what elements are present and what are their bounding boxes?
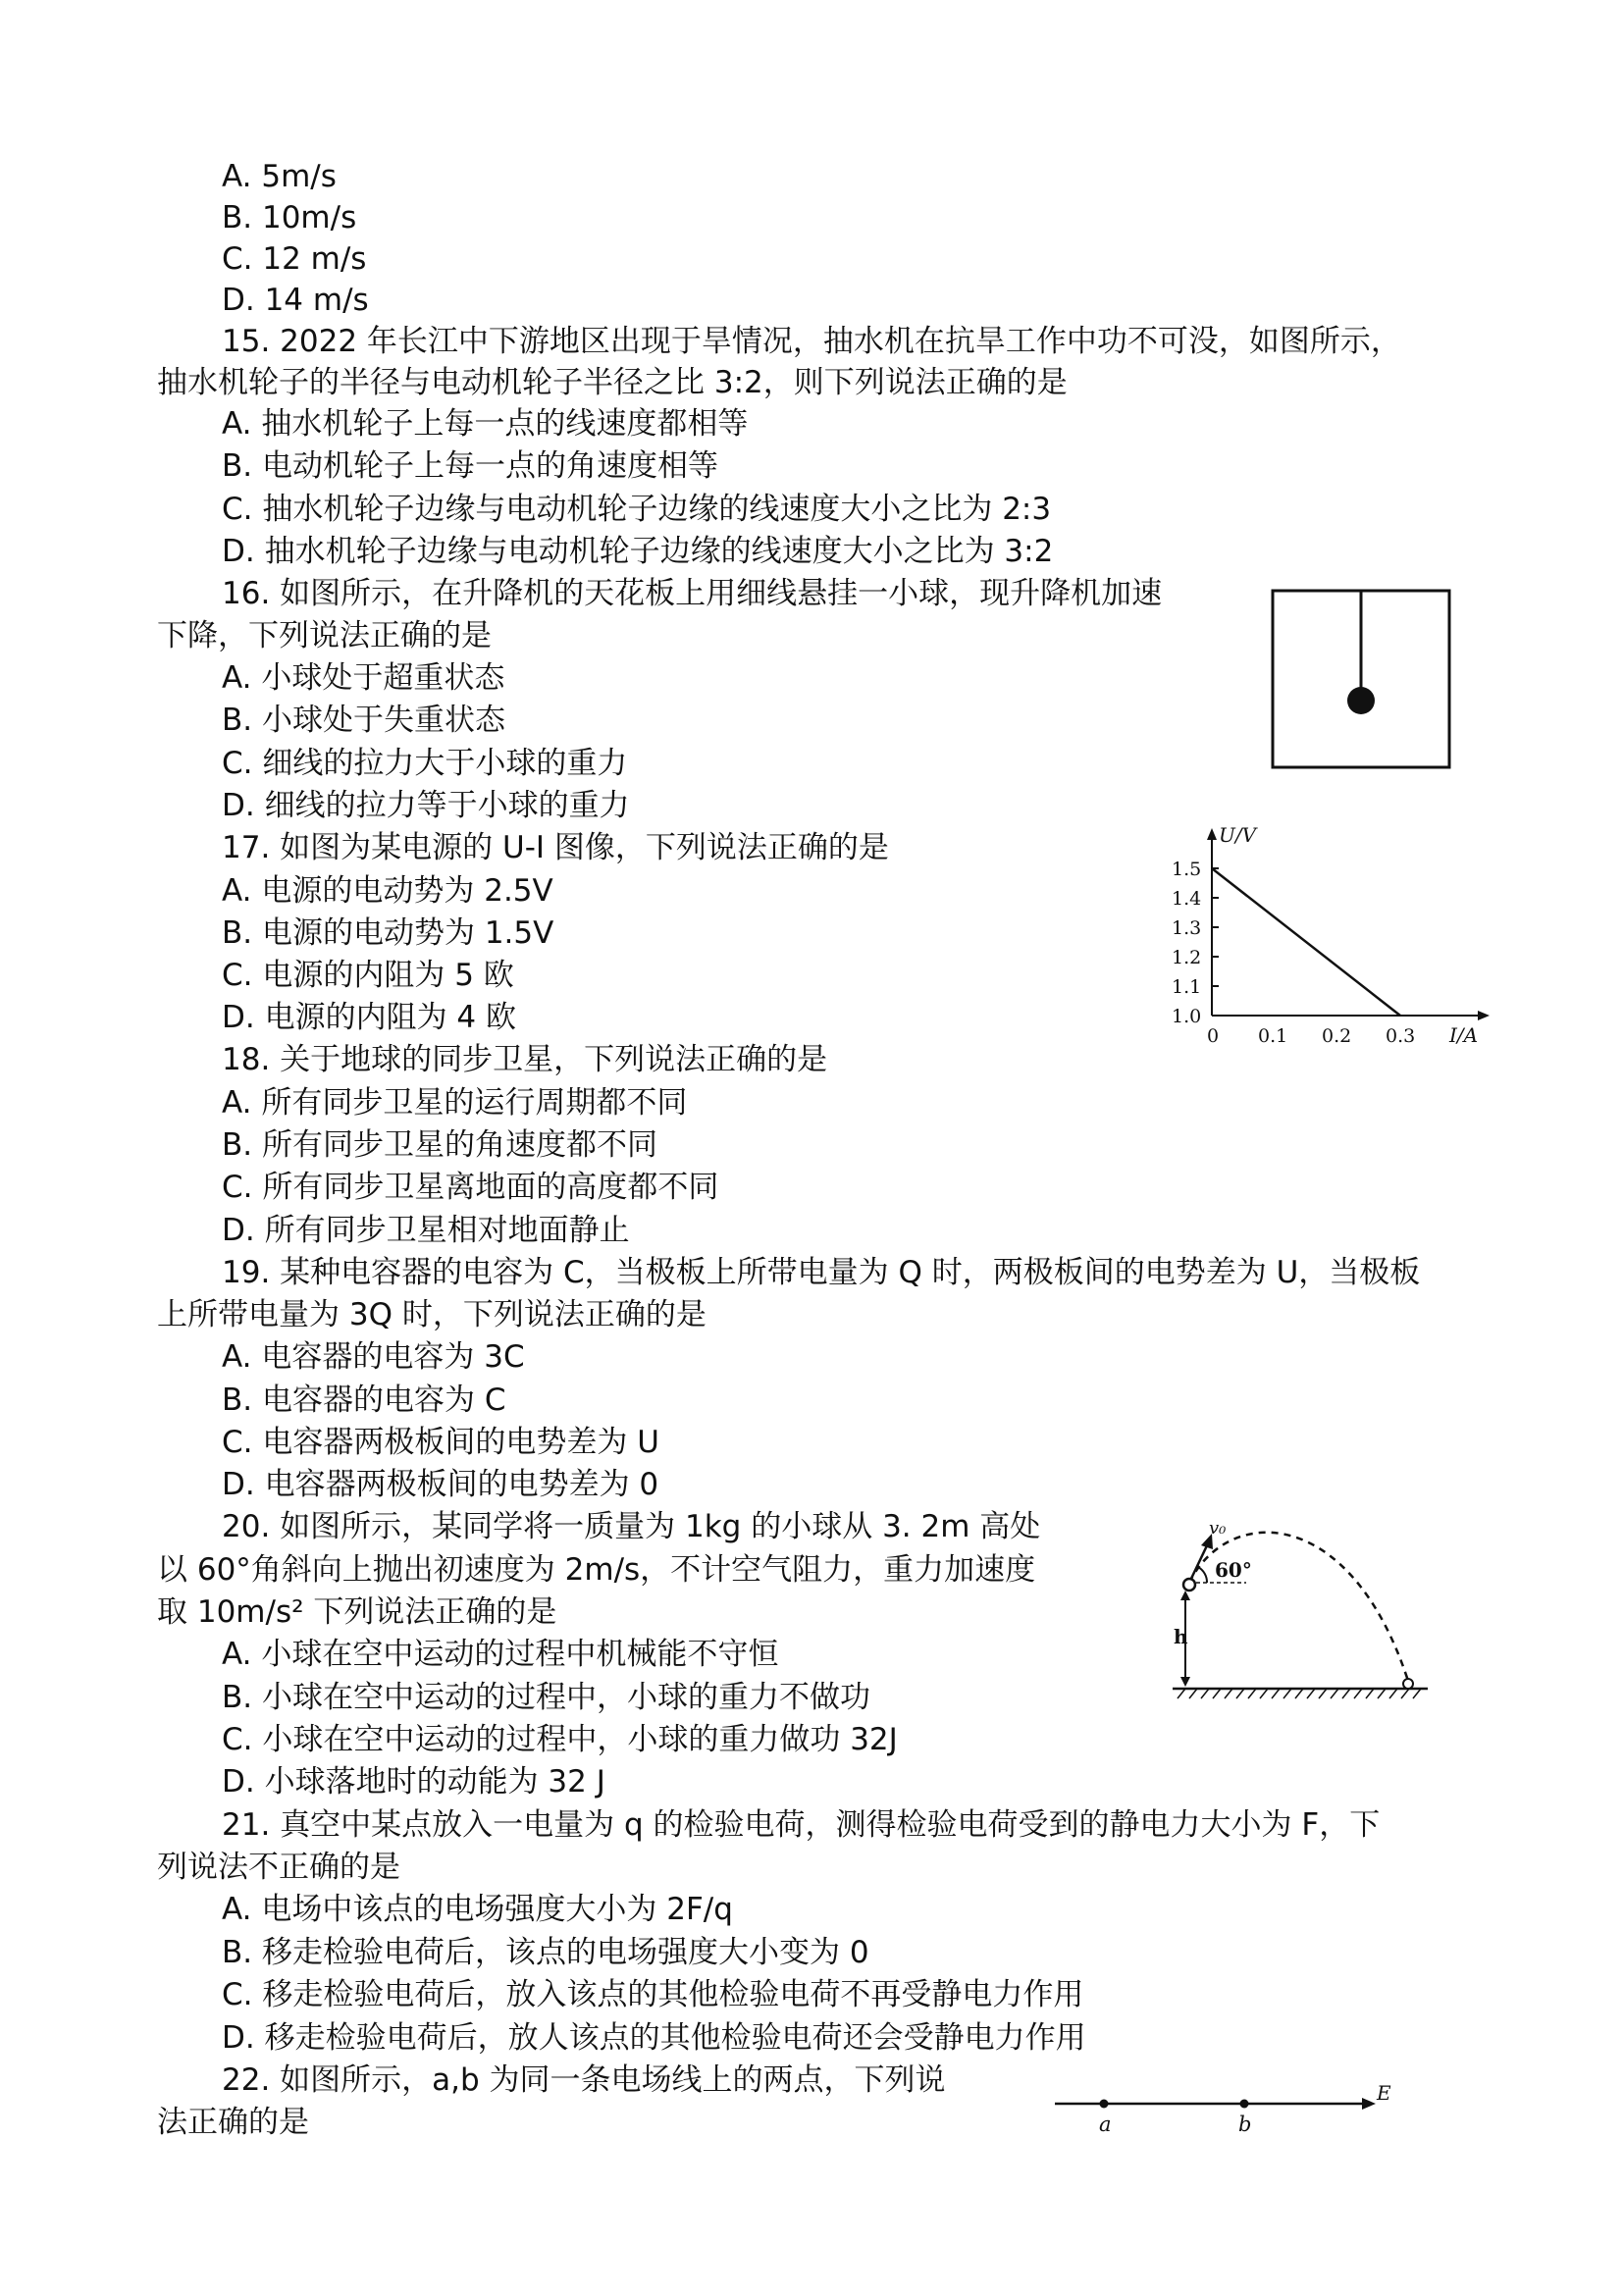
q22-stem-line-1: 22. 如图所示，a,b 为同一条电场线上的两点，下列说 — [222, 2062, 946, 2098]
q14-option-a: A. 5m/s — [222, 159, 337, 194]
q18-option-a: A. 所有同步卫星的运行周期都不同 — [222, 1085, 688, 1121]
y-tick-1.1: 1.1 — [1172, 976, 1202, 998]
field-label-e: E — [1377, 2081, 1391, 2105]
q21-option-a: A. 电场中该点的电场强度大小为 2F/q — [222, 1892, 733, 1927]
q21-option-d: D. 移走检验电荷后，放人该点的其他检验电荷还会受静电力作用 — [222, 2020, 1086, 2056]
q15-stem-line-2: 抽水机轮子的半径与电动机轮子半径之比 3:2，则下列说法正确的是 — [157, 365, 1068, 400]
q14-option-d: D. 14 m/s — [222, 283, 369, 318]
projectile-figure — [1168, 1506, 1433, 1717]
y-tick-1.0: 1.0 — [1172, 1006, 1202, 1027]
q15-option-a: A. 抽水机轮子上每一点的线速度都相等 — [222, 406, 749, 442]
q15-stem-line-1: 15. 2022 年长江中下游地区出现于旱情况，抽水机在抗旱工作中功不可没，如图所示， — [222, 324, 1401, 359]
q19-stem-line-1: 19. 某种电容器的电容为 C，当极板上所带电量为 Q 时，两极板间的电势差为 U，当极板 — [222, 1255, 1421, 1290]
q16-option-a: A. 小球处于超重状态 — [222, 660, 505, 696]
q16-option-c: C. 细线的拉力大于小球的重力 — [222, 746, 628, 781]
y-tick-1.2: 1.2 — [1172, 947, 1202, 968]
q15-option-b: B. 电动机轮子上每一点的角速度相等 — [222, 448, 718, 484]
q16-option-d: D. 细线的拉力等于小球的重力 — [222, 788, 630, 823]
angle-arc — [1198, 1567, 1207, 1583]
x-tick-0: 0 — [1207, 1025, 1220, 1047]
point-b-label: b — [1238, 2113, 1252, 2136]
q21-stem-line-2: 列说法不正确的是 — [157, 1850, 400, 1885]
hanging-ball — [1347, 687, 1375, 714]
x-axis-label: I/A — [1449, 1023, 1479, 1047]
q20-option-c: C. 小球在空中运动的过程中，小球的重力做功 32J — [222, 1722, 898, 1757]
field-arrow-head — [1362, 2098, 1376, 2110]
q16-stem-line-1: 16. 如图所示，在升降机的天花板上用细线悬挂一小球，现升降机加速 — [222, 576, 1163, 611]
q19-stem-line-2: 上所带电量为 3Q 时，下列说法正确的是 — [157, 1297, 707, 1332]
q15-option-d: D. 抽水机轮子边缘与电动机轮子边缘的线速度大小之比为 3:2 — [222, 534, 1054, 569]
y-tick-1.5: 1.5 — [1172, 859, 1202, 880]
x-tick-0.3: 0.3 — [1386, 1025, 1416, 1047]
point-b-dot — [1240, 2100, 1249, 2109]
q17-stem-line-1: 17. 如图为某电源的 U-I 图像，下列说法正确的是 — [222, 830, 889, 865]
q20-option-b: B. 小球在空中运动的过程中，小球的重力不做功 — [222, 1680, 870, 1715]
x-axis-arrow — [1478, 1011, 1490, 1020]
q19-option-b: B. 电容器的电容为 C — [222, 1383, 506, 1418]
q20-stem-line-3: 取 10m/s² 下列说法正确的是 — [157, 1594, 557, 1630]
x-tick-0.1: 0.1 — [1258, 1025, 1288, 1047]
q17-option-d: D. 电源的内阻为 4 欧 — [222, 1000, 517, 1035]
point-a-label: a — [1099, 2113, 1112, 2136]
q21-option-b: B. 移走检验电荷后，该点的电场强度大小变为 0 — [222, 1935, 869, 1970]
x-tick-0.2: 0.2 — [1322, 1025, 1352, 1047]
y-tick-1.3: 1.3 — [1172, 917, 1202, 939]
trajectory-dashed — [1189, 1533, 1408, 1681]
y-tick-1.4: 1.4 — [1172, 888, 1202, 910]
q17-option-c: C. 电源的内阻为 5 欧 — [222, 958, 514, 993]
ui-graph — [1168, 824, 1492, 1050]
q20-stem-line-2: 以 60°角斜向上抛出初速度为 2m/s，不计空气阻力，重力加速度 — [157, 1552, 1036, 1588]
height-label: h — [1174, 1625, 1188, 1648]
q21-option-c: C. 移走检验电荷后，放入该点的其他检验电荷不再受静电力作用 — [222, 1977, 1084, 2012]
field-line-figure — [1050, 2078, 1403, 2137]
ui-line — [1212, 868, 1400, 1016]
q19-option-d: D. 电容器两极板间的电势差为 0 — [222, 1467, 659, 1502]
y-axis-arrow — [1207, 828, 1217, 840]
ball-landing — [1403, 1679, 1413, 1689]
height-arrow-top — [1180, 1591, 1190, 1600]
q21-stem-line-1: 21. 真空中某点放入一电量为 q 的检验电荷，测得检验电荷受到的静电力大小为 F，下 — [222, 1807, 1381, 1843]
q16-stem-line-2: 下降，下列说法正确的是 — [157, 618, 492, 653]
q22-stem-line-2: 法正确的是 — [157, 2105, 309, 2140]
ground-hatching — [1178, 1689, 1421, 1698]
q16-option-b: B. 小球处于失重状态 — [222, 703, 505, 738]
v0-label: v₀ — [1209, 1518, 1227, 1539]
elevator-figure — [1271, 589, 1452, 770]
q14-option-b: B. 10m/s — [222, 200, 357, 235]
q18-option-b: B. 所有同步卫星的角速度都不同 — [222, 1127, 657, 1163]
q18-option-d: D. 所有同步卫星相对地面静止 — [222, 1213, 630, 1248]
q20-stem-line-1: 20. 如图所示，某同学将一质量为 1kg 的小球从 3. 2m 高处 — [222, 1509, 1041, 1544]
q17-option-a: A. 电源的电动势为 2.5V — [222, 873, 553, 909]
q15-option-c: C. 抽水机轮子边缘与电动机轮子边缘的线速度大小之比为 2:3 — [222, 492, 1052, 527]
point-a-dot — [1100, 2100, 1109, 2109]
q18-stem-line-1: 18. 关于地球的同步卫星，下列说法正确的是 — [222, 1042, 828, 1077]
y-axis-label: U/V — [1219, 823, 1257, 847]
q19-option-a: A. 电容器的电容为 3C — [222, 1339, 525, 1375]
q18-option-c: C. 所有同步卫星离地面的高度都不同 — [222, 1170, 719, 1205]
q19-option-c: C. 电容器两极板间的电势差为 U — [222, 1425, 659, 1460]
q20-option-a: A. 小球在空中运动的过程中机械能不守恒 — [222, 1637, 779, 1672]
height-arrow-bottom — [1180, 1677, 1190, 1687]
q17-option-b: B. 电源的电动势为 1.5V — [222, 915, 554, 951]
angle-label: 60° — [1215, 1558, 1252, 1582]
q20-option-d: D. 小球落地时的动能为 32 J — [222, 1764, 605, 1800]
ball-start — [1183, 1579, 1195, 1591]
q14-option-c: C. 12 m/s — [222, 241, 367, 277]
